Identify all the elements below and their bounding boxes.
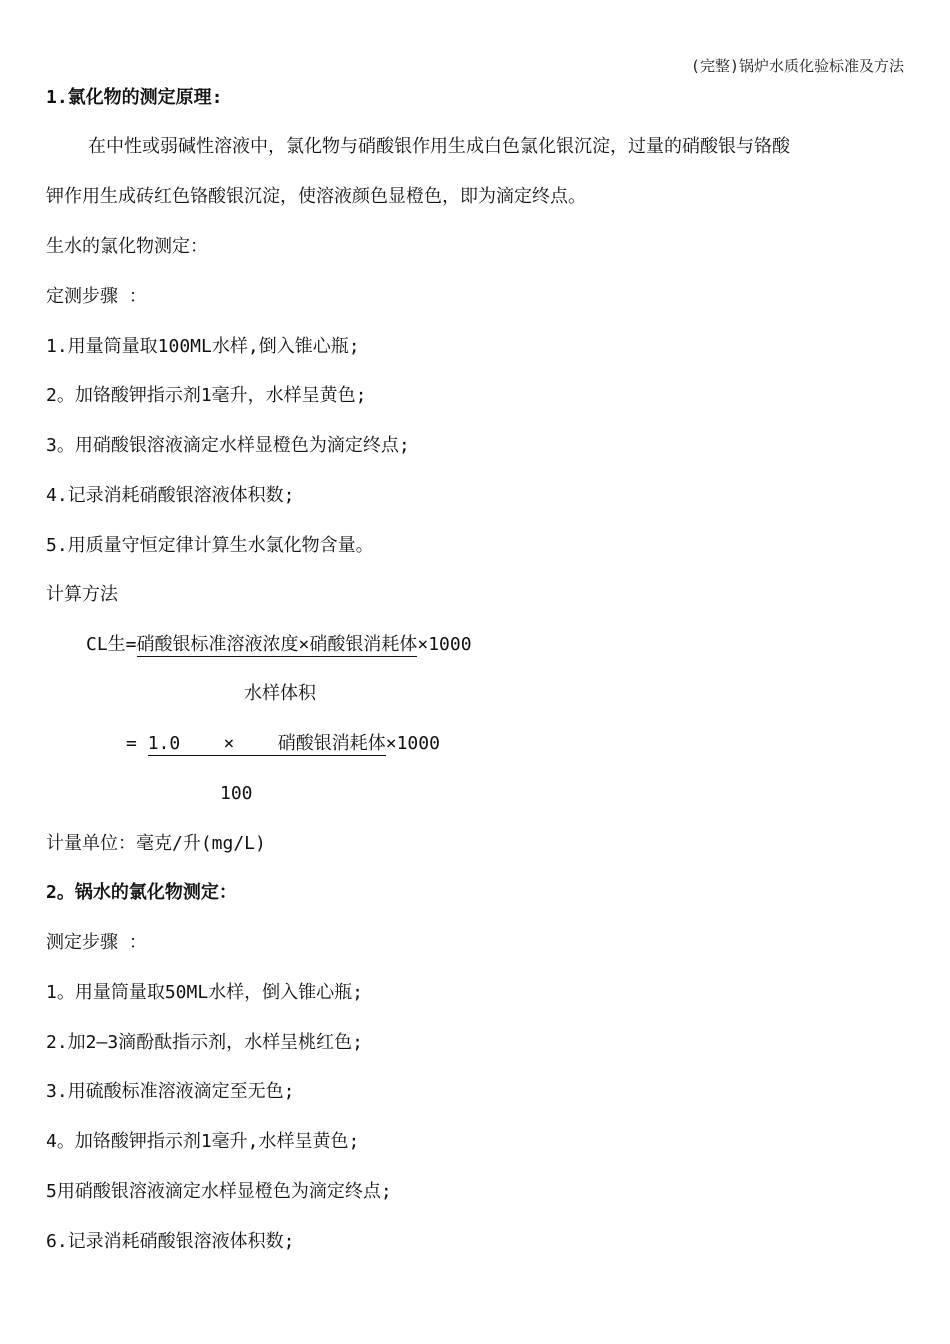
step-item: 4.记录消耗硝酸银溶液体积数; xyxy=(46,485,295,506)
calc-heading: 计算方法 xyxy=(46,584,118,605)
section1-title: 1.氯化物的测定原理: xyxy=(46,87,223,108)
step-item: 3。用硝酸银溶液滴定水样显橙色为滴定终点; xyxy=(46,435,410,456)
step-item: 3.用硫酸标准溶液滴定至无色; xyxy=(46,1081,295,1102)
formula-times-1000: ×1000 xyxy=(417,634,472,655)
step-item: 6.记录消耗硝酸银溶液体积数; xyxy=(46,1231,295,1252)
formula2-prefix: = xyxy=(126,733,148,754)
step-item: 1.用量筒量取100ML水样,倒入锥心瓶; xyxy=(46,336,360,357)
formula-1 xyxy=(86,633,472,657)
step-item: 5用硝酸银溶液滴定水样显橙色为滴定终点; xyxy=(46,1181,392,1202)
page-header: (完整)锅炉水质化验标准及方法 xyxy=(690,57,904,75)
steps-heading-1: 定测步骤 ： xyxy=(46,286,147,307)
step-item: 2.加2—3滴酚酞指示剂，水样呈桃红色; xyxy=(46,1032,364,1053)
steps-heading-2: 测定步骤 ： xyxy=(46,932,147,953)
principle-line-1: 在中性或弱碱性溶液中，氯化物与硝酸银作用生成白色氯化银沉淀，过量的硝酸银与铬酸 xyxy=(88,136,790,157)
formula2-numerator: 1.0 × 硝酸银消耗体 xyxy=(147,733,386,754)
raw-water-heading: 生水的氯化物测定： xyxy=(46,236,208,257)
formula2-times-1000: ×1000 xyxy=(385,733,440,754)
formula-lhs: CL生= xyxy=(86,634,137,655)
formula-2 xyxy=(126,732,440,756)
step-item: 2。加铬酸钾指示剂1毫升，水样呈黄色; xyxy=(46,385,367,406)
step-item: 4。加铬酸钾指示剂1毫升,水样呈黄色; xyxy=(46,1131,360,1152)
section2-title: 2。锅水的氯化物测定： xyxy=(46,882,237,903)
unit-line: 计量单位：毫克/升(mg/L) xyxy=(46,833,266,854)
principle-line-2: 钾作用生成砖红色铬酸银沉淀，使溶液颜色显橙色，即为滴定终点。 xyxy=(46,186,586,207)
formula-numerator: 硝酸银标准溶液浓度×硝酸银消耗体 xyxy=(136,634,418,655)
step-item: 5.用质量守恒定律计算生水氯化物含量。 xyxy=(46,535,374,556)
formula-denominator: 水样体积 xyxy=(244,683,316,704)
step-item: 1。用量筒量取50ML水样，倒入锥心瓶; xyxy=(46,982,364,1003)
formula2-denominator: 100 xyxy=(220,783,253,804)
